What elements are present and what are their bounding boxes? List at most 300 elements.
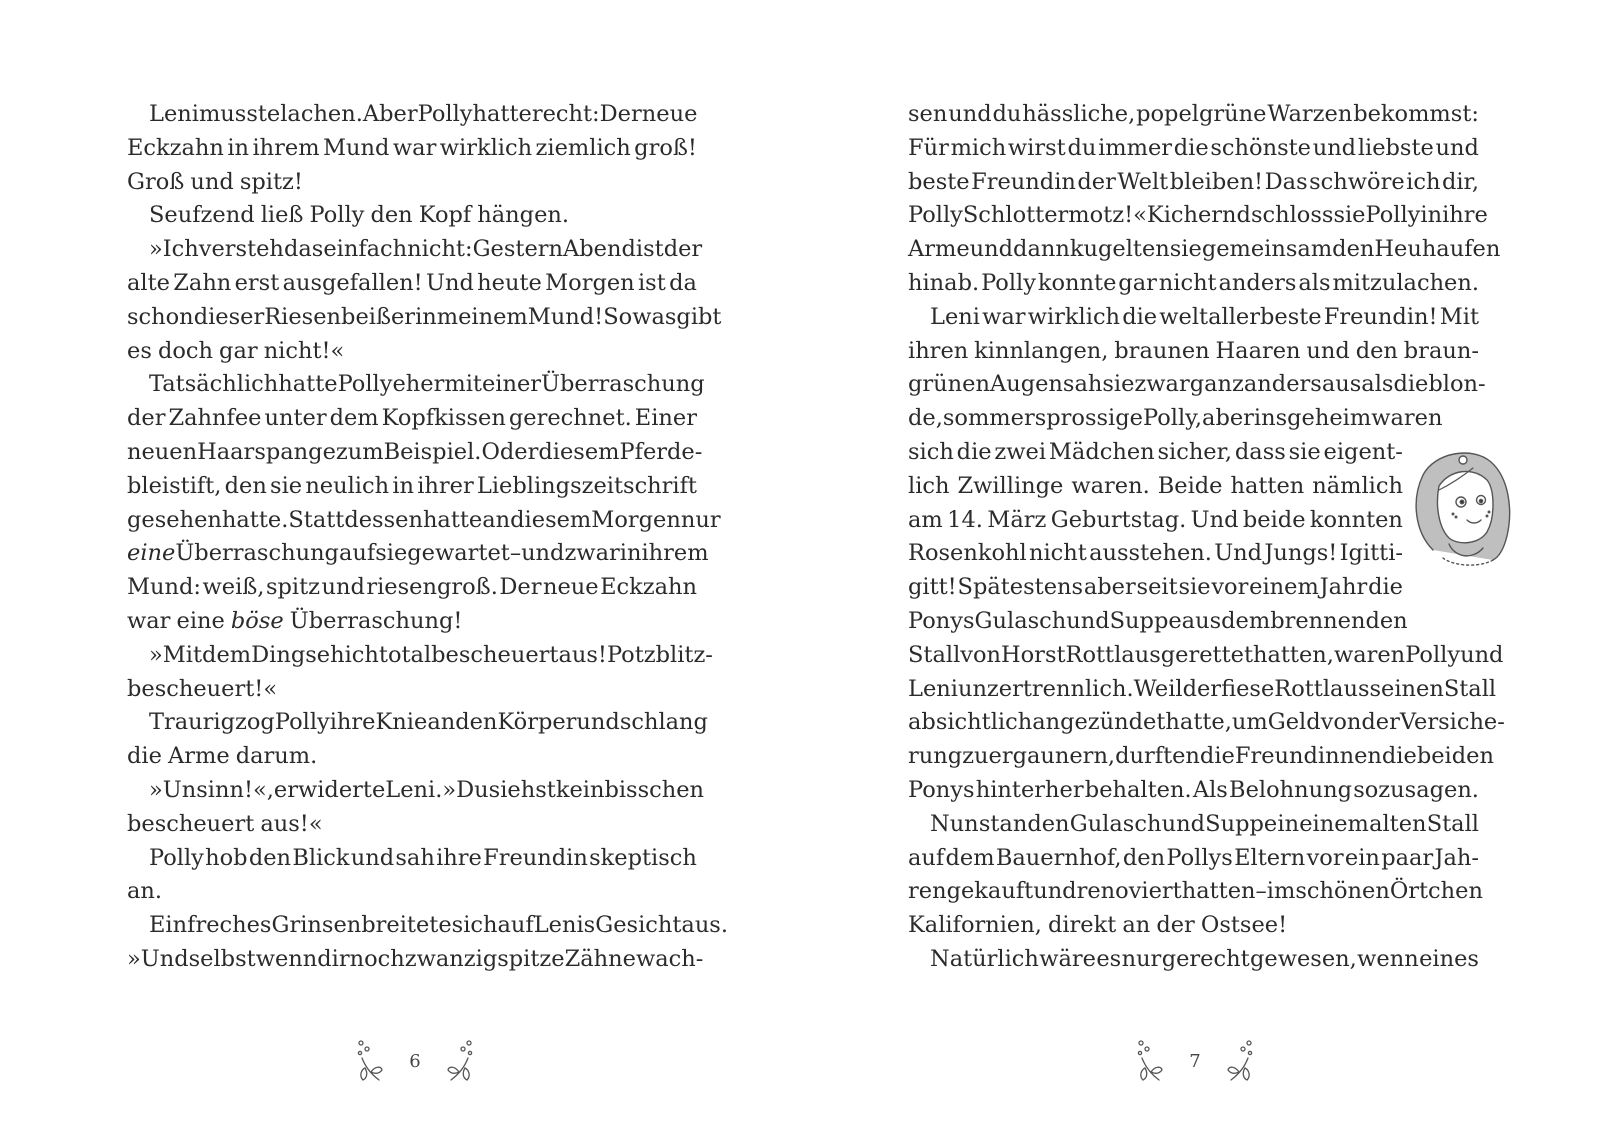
word: 14. [947, 506, 983, 533]
word: waren [1333, 641, 1406, 668]
word: an [482, 506, 511, 533]
left-page-footer [355, 1038, 475, 1084]
word: der [1361, 709, 1400, 736]
word: – [1255, 878, 1267, 905]
word: den [1122, 844, 1166, 871]
word: Nun [930, 810, 979, 837]
word: gemeinsam [1201, 236, 1333, 263]
word: lich [908, 472, 950, 499]
word: hässliche, [1022, 101, 1136, 127]
word: Das [1264, 168, 1308, 195]
word: Eltern [1234, 844, 1306, 871]
word: den [224, 472, 267, 499]
text-line [127, 267, 697, 301]
word: Ding [251, 641, 306, 668]
word: Polly [337, 371, 393, 398]
word: wirklich [439, 134, 533, 161]
word: Warzen [1267, 101, 1353, 127]
word: zu [962, 743, 989, 770]
word: an. [127, 878, 163, 905]
word: hinterher [975, 776, 1084, 803]
word: böse [230, 607, 284, 634]
word: gerettet [1160, 641, 1253, 668]
word: bescheuert [431, 641, 559, 668]
word: gewartet [407, 540, 510, 567]
word: waren [1371, 405, 1443, 432]
word: Und [426, 269, 474, 296]
word: popelgrüne [1136, 101, 1267, 127]
word: den [1332, 236, 1375, 263]
text-line [908, 199, 1488, 233]
word: braun- [1403, 337, 1479, 364]
word: bekommst: [1353, 101, 1479, 127]
word: war [392, 134, 437, 161]
word: Weil [1133, 675, 1183, 702]
word: weltallerbeste [1159, 303, 1322, 330]
word: konnte [1037, 269, 1117, 296]
word: in [415, 303, 437, 330]
word: Horst [1001, 641, 1066, 668]
word: Arme [908, 236, 970, 263]
word: nur [680, 506, 721, 533]
word: freches [187, 912, 272, 939]
word: Geburtstag. [1050, 506, 1187, 533]
word: nur [1121, 945, 1162, 972]
word: Als [1192, 776, 1228, 803]
word: noch [349, 945, 405, 972]
text-line [127, 639, 713, 673]
word: Und [1190, 506, 1239, 533]
word: meinem [436, 303, 528, 330]
word: ihre [436, 844, 482, 871]
word: mit [444, 371, 482, 398]
word: der [1182, 675, 1222, 702]
word: Spätestens [957, 574, 1084, 601]
word: und [576, 709, 620, 736]
word: zwar [1134, 371, 1190, 398]
word: aus [1321, 371, 1362, 398]
word: Ein [149, 912, 188, 939]
word: neuen [127, 438, 198, 465]
word: gibt [676, 303, 722, 330]
word: einem [1299, 810, 1369, 837]
word: konnten [1309, 506, 1403, 533]
text-line [127, 402, 697, 436]
word: spitz! [239, 168, 303, 195]
word: den [1355, 337, 1398, 364]
word: um [1231, 709, 1268, 736]
word: selbst [188, 945, 256, 972]
left-page-text [127, 98, 729, 977]
word: hatten [1230, 472, 1305, 499]
word: »Du [442, 776, 489, 803]
text-line [908, 875, 1483, 909]
word: hatte [472, 101, 532, 127]
word: groß! [634, 134, 697, 161]
word: Mit [1439, 303, 1479, 330]
word: Zähne [564, 945, 636, 972]
word: hatte, [1165, 709, 1232, 736]
word: zwei [994, 438, 1047, 465]
word: ihrem [641, 540, 709, 567]
word: Überraschung [541, 371, 705, 398]
word: Freundinnen [1234, 743, 1382, 770]
word: und [521, 540, 565, 567]
text-line [908, 504, 1403, 538]
right-page-text [908, 98, 1505, 977]
word: hatten [1181, 878, 1256, 905]
word: Mädchen [1048, 438, 1155, 465]
word: den [248, 844, 292, 871]
word: bleistift, [127, 472, 222, 499]
word: beste [908, 168, 970, 195]
word: waren. [1071, 472, 1150, 499]
word: zwar [564, 540, 620, 567]
word: sie [1288, 438, 1321, 465]
word: Körper [497, 709, 577, 736]
word: wach- [635, 945, 704, 972]
word: dieser [193, 303, 265, 330]
word: Zwillinge [957, 472, 1064, 499]
word: als [1361, 371, 1394, 398]
word: hinab. [908, 269, 980, 296]
text-line [127, 605, 697, 639]
word: ausgefallen! [282, 269, 423, 296]
word: in [1277, 810, 1300, 837]
word: Rottlaus [1065, 641, 1161, 668]
word: ren [908, 878, 947, 905]
word: Gulasch [1069, 810, 1162, 837]
word: Knie [375, 709, 428, 736]
word: Leni [930, 303, 980, 330]
text-line [908, 335, 1479, 369]
word: es [127, 337, 152, 364]
word: als [1298, 269, 1331, 296]
word: alte [127, 269, 170, 296]
word: schönen [1295, 878, 1390, 905]
word: dir, [1441, 168, 1479, 195]
word: Jah- [1434, 844, 1479, 871]
word: die [1122, 303, 1158, 330]
word: gesehen [127, 506, 222, 533]
word: hängen. [477, 202, 570, 229]
word: am [908, 506, 943, 533]
word: Zahnfee [168, 405, 262, 432]
word: braunen [1114, 337, 1210, 364]
word: Ponys [908, 776, 975, 803]
word: Beispiel. [383, 438, 482, 465]
word: den [455, 709, 498, 736]
word: Zahn [173, 269, 232, 296]
word: Polly [981, 269, 1036, 296]
word: dem [329, 405, 379, 432]
word: schwöre [1309, 168, 1405, 195]
word: Schlottermotz!« [962, 202, 1147, 229]
text-line [908, 571, 1403, 605]
word: Beide [1157, 472, 1223, 499]
word: behalten. [1084, 776, 1192, 803]
word: sie [375, 540, 408, 567]
word: du [1067, 134, 1097, 161]
word: Potzblitz- [606, 641, 713, 668]
word: was [632, 303, 677, 330]
word: de, [908, 405, 943, 432]
word: zwanzig [404, 945, 498, 972]
word: immer [1098, 134, 1173, 161]
word: Leni [908, 675, 958, 702]
word: März [987, 506, 1047, 533]
word: Polly [1365, 202, 1421, 229]
word: den [370, 202, 413, 229]
text-line [127, 470, 697, 504]
text-line [127, 571, 697, 605]
word: aber [1202, 405, 1254, 432]
text-line [908, 537, 1403, 571]
word: bescheuert!« [127, 675, 278, 702]
word: dem [945, 844, 995, 871]
word: dass [1234, 438, 1286, 465]
word: sen [908, 101, 948, 127]
word: ganz [1189, 371, 1244, 398]
text-line [127, 233, 703, 267]
text-line [908, 233, 1501, 267]
word: lachen. [280, 101, 363, 127]
word: einfach [323, 236, 408, 263]
word: hob [205, 844, 248, 871]
word: Suppe [1205, 810, 1278, 837]
word: Polly [309, 202, 365, 229]
word: gekauft [946, 878, 1034, 905]
word: da [669, 269, 697, 296]
word: Gesicht [595, 912, 682, 939]
right-page-footer [1135, 1038, 1255, 1084]
text-line [908, 267, 1479, 301]
word: absichtlich [908, 709, 1033, 736]
word: grünen [908, 371, 990, 398]
word: Riesenbeißer [264, 303, 416, 330]
word: Tatsächlich [149, 371, 279, 398]
word: »Mit [149, 641, 203, 668]
word: ich [1406, 168, 1441, 195]
word: in [1420, 202, 1443, 229]
text-line [908, 943, 1479, 977]
word: neulich [305, 472, 390, 499]
word: Traurig [149, 709, 236, 736]
word: seit [1136, 574, 1178, 601]
word: neue [641, 101, 698, 127]
word: wirst [1007, 134, 1066, 161]
word: aus [1181, 607, 1222, 634]
word: alten [1369, 810, 1427, 837]
word: Lenis [533, 912, 596, 939]
word: es [1096, 945, 1122, 972]
word: Abend [563, 236, 636, 263]
text-line [908, 166, 1479, 200]
text-line [908, 402, 1443, 436]
word: sie [270, 472, 303, 499]
word: Haarspange [197, 438, 336, 465]
word: »Unsinn!«, [149, 776, 274, 803]
word: dem [1221, 607, 1271, 634]
text-line [127, 199, 697, 233]
word: die [1393, 371, 1429, 398]
text-line [127, 504, 721, 538]
text-line [908, 639, 1504, 673]
word: recht: [531, 101, 600, 127]
word: Überraschung! [289, 607, 463, 634]
page-number: 7 [1189, 1050, 1201, 1072]
word: Mund [323, 134, 390, 161]
text-line [127, 875, 697, 909]
word: fiese [1221, 675, 1275, 702]
text-line [908, 808, 1479, 842]
word: musste [198, 101, 281, 127]
word: von [1320, 709, 1362, 736]
word: Leni [149, 101, 199, 127]
word: in [227, 134, 250, 161]
word: wenn [1357, 945, 1419, 972]
word: schon [127, 303, 194, 330]
word: So [603, 303, 633, 330]
word: Rottlaus [1274, 675, 1370, 702]
word: eines [1419, 945, 1479, 972]
word: beiden [1416, 743, 1494, 770]
text-line [127, 436, 703, 470]
word: Belohnung [1229, 776, 1352, 803]
word: mich [950, 134, 1007, 161]
word: und [1460, 641, 1504, 668]
text-line [127, 673, 697, 707]
word: und [1312, 134, 1357, 161]
text-line [908, 470, 1403, 504]
word: blon- [1428, 371, 1486, 398]
word: sicher, [1157, 438, 1233, 465]
word: du [992, 101, 1022, 127]
word: mitzulachen. [1332, 269, 1480, 296]
text-line [127, 335, 697, 369]
text-line [127, 808, 697, 842]
word: breitete [361, 912, 452, 939]
word: Suppe [1109, 607, 1182, 634]
word: liebste [1357, 134, 1434, 161]
word: war [982, 303, 1026, 330]
page-number: 6 [409, 1050, 421, 1072]
word: renoviert [1076, 878, 1182, 905]
word: rung [908, 743, 963, 770]
word: der [127, 405, 166, 432]
word: »Ich [149, 236, 199, 263]
word: erst [234, 269, 280, 296]
word: die [1173, 134, 1209, 161]
text-line [908, 436, 1403, 470]
word: ließ [260, 202, 304, 229]
word: auf [497, 912, 534, 939]
word: Stall [1443, 675, 1497, 702]
word: hatte [278, 371, 338, 398]
word: Lieblingszeitschrift [476, 472, 697, 499]
word: aus. [681, 912, 729, 939]
word: »Und [127, 945, 189, 972]
word: an [1122, 912, 1151, 939]
word: die [127, 743, 162, 770]
word: durften [1115, 743, 1200, 770]
text-line [908, 368, 1486, 402]
text-line [908, 132, 1479, 166]
word: standen [978, 810, 1070, 837]
word: und [350, 844, 395, 871]
word: nämlich [1312, 472, 1403, 499]
word: der [663, 236, 703, 263]
word: sie [1169, 236, 1202, 263]
word: eigent- [1323, 438, 1403, 465]
word: eine [176, 607, 225, 634]
word: auf [338, 540, 376, 567]
word: von [960, 641, 1002, 668]
word: die [1381, 743, 1417, 770]
word: gerecht [1161, 945, 1250, 972]
word: Groß [127, 168, 185, 195]
word: Heuhaufen [1374, 236, 1501, 263]
word: Seufzend [149, 202, 255, 229]
word: ergaunern, [988, 743, 1116, 770]
word: Polly, [1142, 405, 1203, 432]
word: sah [395, 844, 435, 871]
word: und [948, 101, 992, 127]
word: aber [1083, 574, 1136, 601]
word: diesem [510, 506, 592, 533]
word: Eckzahn [127, 134, 224, 161]
word: sommersprossige [942, 405, 1143, 432]
word: aus! [558, 641, 607, 668]
word: ziemlich [535, 134, 631, 161]
word: direkt [1047, 912, 1117, 939]
word: Welt [1117, 168, 1169, 195]
word: Geld [1267, 709, 1321, 736]
word: Ponys [908, 607, 975, 634]
text-line [908, 301, 1479, 335]
word: neue [542, 574, 599, 601]
word: Pollys [1166, 844, 1233, 871]
word: wäre [1039, 945, 1096, 972]
word: gar [219, 337, 258, 364]
word: vor [1211, 574, 1249, 601]
word: anders [1243, 371, 1322, 398]
word: Stall [908, 641, 961, 668]
word: zog [235, 709, 275, 736]
text-line [908, 673, 1497, 707]
text-line [908, 98, 1479, 132]
word: Jahr [1319, 574, 1368, 601]
word: gitt! [908, 574, 957, 601]
word: dem [202, 641, 252, 668]
word: hatte [422, 506, 483, 533]
word: Und [1214, 540, 1263, 567]
word: ihre [1442, 202, 1488, 229]
word: Freundin [483, 844, 588, 871]
word: paar [1381, 844, 1434, 871]
word: seh [305, 641, 345, 668]
word: Gulasch [974, 607, 1067, 634]
word: nicht: [407, 236, 473, 263]
word: sie [1102, 371, 1135, 398]
word: ihrer [417, 472, 474, 499]
word: und [1161, 810, 1205, 837]
word: schloss [1250, 202, 1334, 229]
word: und [1306, 337, 1350, 364]
word: hatten, [1252, 641, 1334, 668]
word: schönste [1210, 134, 1311, 161]
text-line [127, 943, 704, 977]
